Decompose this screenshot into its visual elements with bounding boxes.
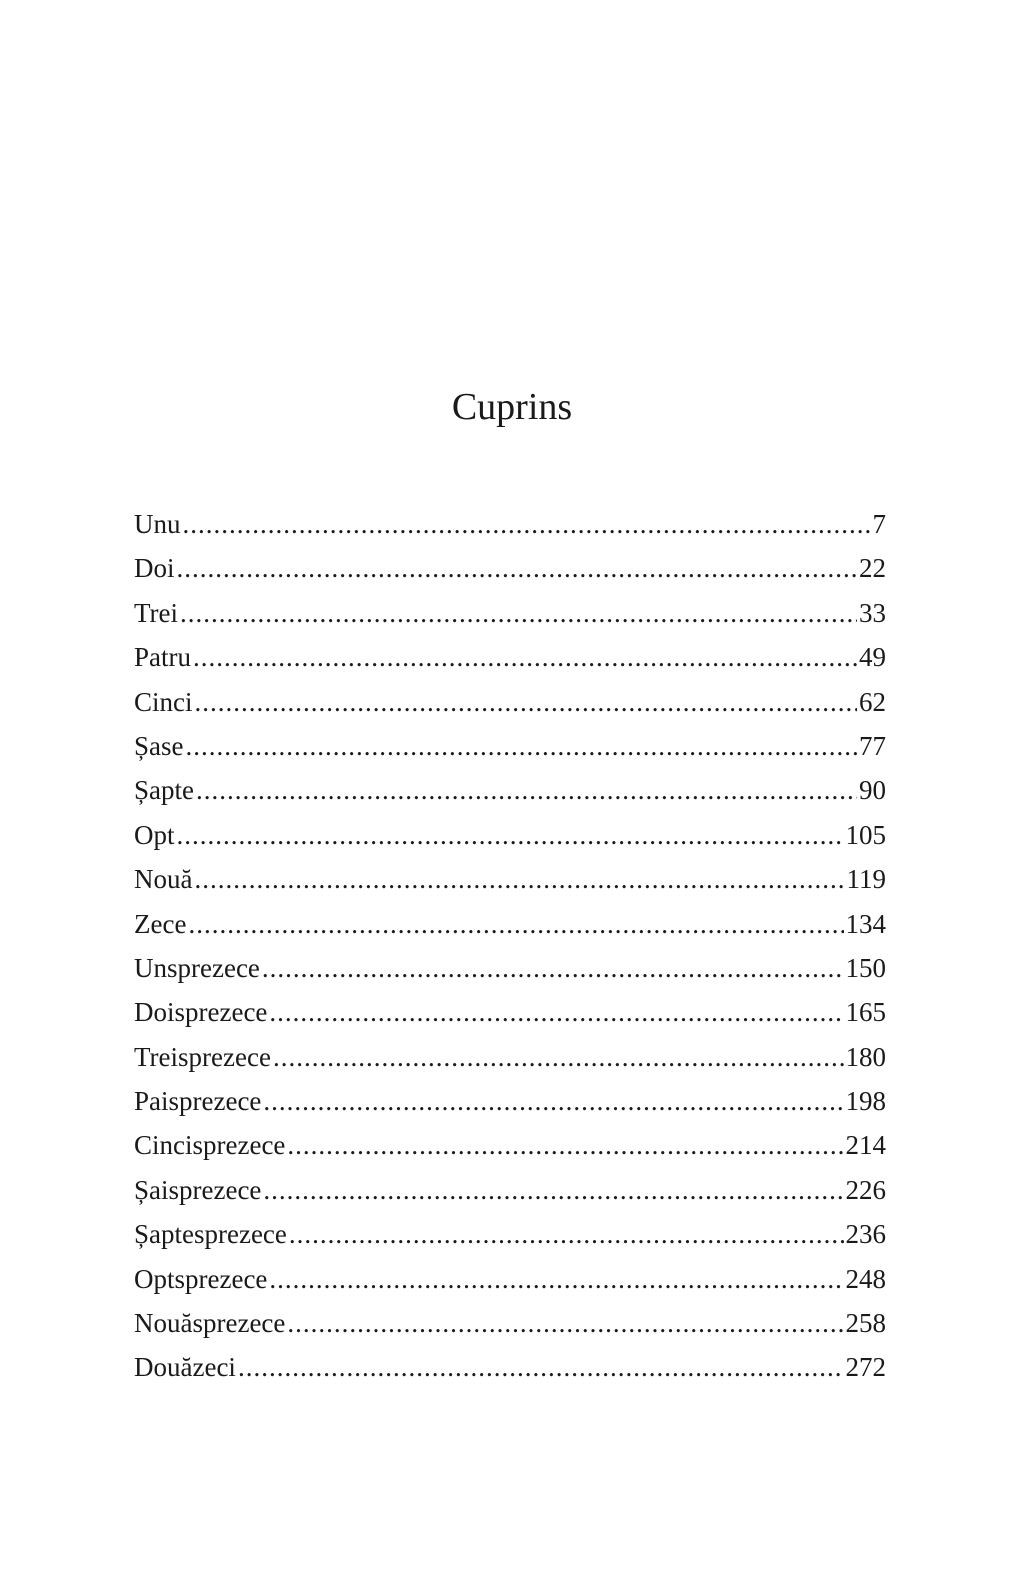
- toc-entry-page-number: 22: [859, 553, 886, 584]
- dot-leader: [186, 724, 858, 768]
- dot-leader: [177, 546, 858, 590]
- toc-entry: [134, 502, 886, 546]
- toc-entry-page-number: 272: [845, 1352, 886, 1383]
- toc-entry-page-number: 90: [859, 775, 886, 806]
- toc-entry: [134, 1301, 886, 1345]
- toc-entry: [134, 857, 886, 901]
- dot-leader: [262, 946, 844, 990]
- dot-leader: [269, 1257, 843, 1301]
- dot-leader: [188, 902, 843, 946]
- toc-entry-label: Șaptesprezece: [134, 1219, 287, 1250]
- toc-entry-page-number: 33: [859, 597, 886, 628]
- toc-entry: [134, 635, 886, 679]
- dot-leader: [263, 1079, 843, 1123]
- toc-entry: [134, 1212, 886, 1256]
- toc-entry: [134, 902, 886, 946]
- toc-entry-label: Cincisprezece: [134, 1130, 286, 1161]
- dot-leader: [269, 990, 843, 1034]
- toc-entry-page-number: 49: [859, 642, 886, 673]
- toc-entry-label: Trei: [134, 597, 179, 628]
- page-title: Cuprins: [451, 386, 573, 428]
- toc-entry-page-number: 180: [845, 1041, 886, 1072]
- toc-entry: [134, 1168, 886, 1212]
- dot-leader: [238, 1345, 844, 1389]
- dot-leader: [196, 768, 857, 812]
- toc-entry-label: Nouă: [134, 864, 193, 895]
- toc-entry-page-number: 77: [859, 730, 886, 761]
- toc-entry-label: Doi: [134, 553, 175, 584]
- toc-entry: [134, 990, 886, 1034]
- toc-entry-label: Douăzeci: [134, 1352, 236, 1383]
- dot-leader: [180, 591, 857, 635]
- dot-leader: [263, 1168, 843, 1212]
- toc-entry-page-number: 198: [845, 1086, 886, 1117]
- toc-entry-page-number: 214: [845, 1130, 886, 1161]
- toc-entry-page-number: 134: [845, 908, 886, 939]
- toc-entry: [134, 546, 886, 590]
- toc-entry-page-number: 105: [845, 819, 886, 850]
- toc-entry-label: Unsprezece: [134, 952, 260, 983]
- toc-entry-label: Zece: [134, 908, 187, 939]
- dot-leader: [287, 1301, 843, 1345]
- toc-entry: [134, 591, 886, 635]
- toc-entry-label: Cinci: [134, 686, 193, 717]
- toc-entry: [134, 680, 886, 724]
- toc-entry: [134, 724, 886, 768]
- dot-leader: [193, 635, 857, 679]
- toc-entry-label: Treisprezece: [134, 1041, 271, 1072]
- toc-entry-page-number: 226: [845, 1174, 886, 1205]
- toc-entry-label: Paisprezece: [134, 1086, 262, 1117]
- toc-entry: [134, 1079, 886, 1123]
- toc-entry-page-number: 7: [872, 509, 886, 539]
- dot-leader: [183, 502, 871, 546]
- toc-entry: [134, 768, 886, 812]
- toc-entry-label: Șapte: [134, 775, 194, 806]
- dot-leader: [287, 1123, 843, 1167]
- toc-entry-label: Șaisprezece: [134, 1174, 262, 1205]
- dot-leader: [289, 1212, 844, 1256]
- toc-entry-page-number: 150: [845, 952, 886, 983]
- toc-entry-page-number: 165: [845, 997, 886, 1028]
- toc-entry-page-number: 119: [846, 864, 886, 895]
- toc-entry-label: Doisprezece: [134, 997, 268, 1028]
- toc-entry-page-number: 236: [845, 1219, 886, 1250]
- toc-entry: [134, 946, 886, 990]
- dot-leader: [194, 857, 844, 901]
- table-of-contents: [134, 502, 886, 1390]
- toc-entry: [134, 1257, 886, 1301]
- toc-entry-label: Nouăsprezece: [134, 1308, 286, 1339]
- toc-entry-label: Opt: [134, 819, 175, 850]
- toc-entry: [134, 1035, 886, 1079]
- toc-entry-page-number: 258: [845, 1308, 886, 1339]
- dot-leader: [177, 813, 844, 857]
- toc-entry: [134, 813, 886, 857]
- toc-entry-page-number: 248: [845, 1263, 886, 1294]
- toc-entry-label: Patru: [134, 642, 191, 673]
- toc-entry: [134, 1345, 886, 1389]
- toc-entry-label: Șase: [134, 730, 184, 761]
- toc-entry-label: Unu: [134, 509, 181, 539]
- dot-leader: [195, 680, 858, 724]
- toc-entry-page-number: 62: [859, 686, 886, 717]
- dot-leader: [273, 1035, 844, 1079]
- toc-entry-label: Optsprezece: [134, 1263, 268, 1294]
- toc-entry: [134, 1123, 886, 1167]
